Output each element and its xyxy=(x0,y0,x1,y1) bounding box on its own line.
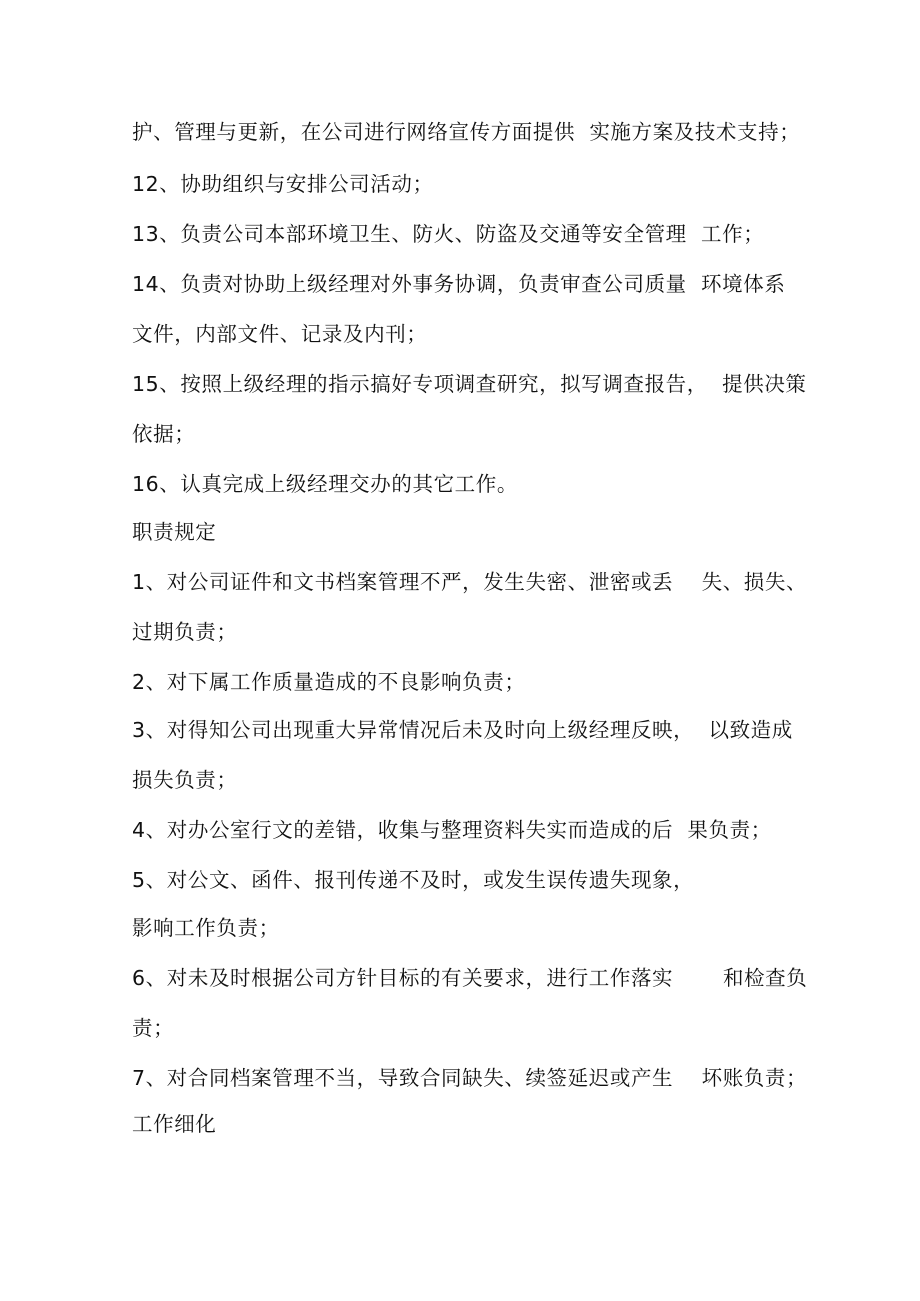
text-line: 14、负责对协助上级经理对外事务协调，负责审查公司质量 环境体系 xyxy=(132,272,786,296)
text-line: 7、对合同档案管理不当，导致合同缺失、续签延迟或产生 坏账负责； xyxy=(132,1066,808,1090)
text-line: 5、对公文、函件、报刊传递不及时，或发生误传遗失现象， xyxy=(132,868,695,892)
text-line: 4、对办公室行文的差错，收集与整理资料失实而造成的后 果负责； xyxy=(132,818,772,842)
text-line: 15、按照上级经理的指示搞好专项调查研究，拟写调查报告， 提供决策 xyxy=(132,372,807,396)
text-line: 依据； xyxy=(132,422,196,446)
text-line: 12、协助组织与安排公司活动； xyxy=(132,172,434,196)
text-line: 3、对得知公司出现重大异常情况后未及时向上级经理反映， 以致造成 xyxy=(132,718,793,742)
section-heading: 工作细化 xyxy=(132,1112,217,1136)
text-line: 13、负责公司本部环境卫生、防火、防盗及交通等安全管理 工作； xyxy=(132,222,765,246)
text-line: 1、对公司证件和文书档案管理不严，发生失密、泄密或丢 失、损失、 xyxy=(132,570,808,594)
text-line: 过期负责； xyxy=(132,620,238,644)
text-line: 16、认真完成上级经理交办的其它工作。 xyxy=(132,472,518,496)
text-line: 文件，内部文件、记录及内刊； xyxy=(132,322,428,346)
section-heading: 职责规定 xyxy=(132,520,217,544)
text-line: 损失负责； xyxy=(132,768,238,792)
text-line: 6、对未及时根据公司方针目标的有关要求，进行工作落实 和检查负 xyxy=(132,966,808,990)
text-line: 2、对下属工作质量造成的不良影响负责； xyxy=(132,670,526,694)
text-line: 护、管理与更新，在公司进行网络宣传方面提供 实施方案及技术支持； xyxy=(132,120,801,144)
text-line: 影响工作负责； xyxy=(132,916,280,940)
text-line: 责； xyxy=(132,1016,175,1040)
